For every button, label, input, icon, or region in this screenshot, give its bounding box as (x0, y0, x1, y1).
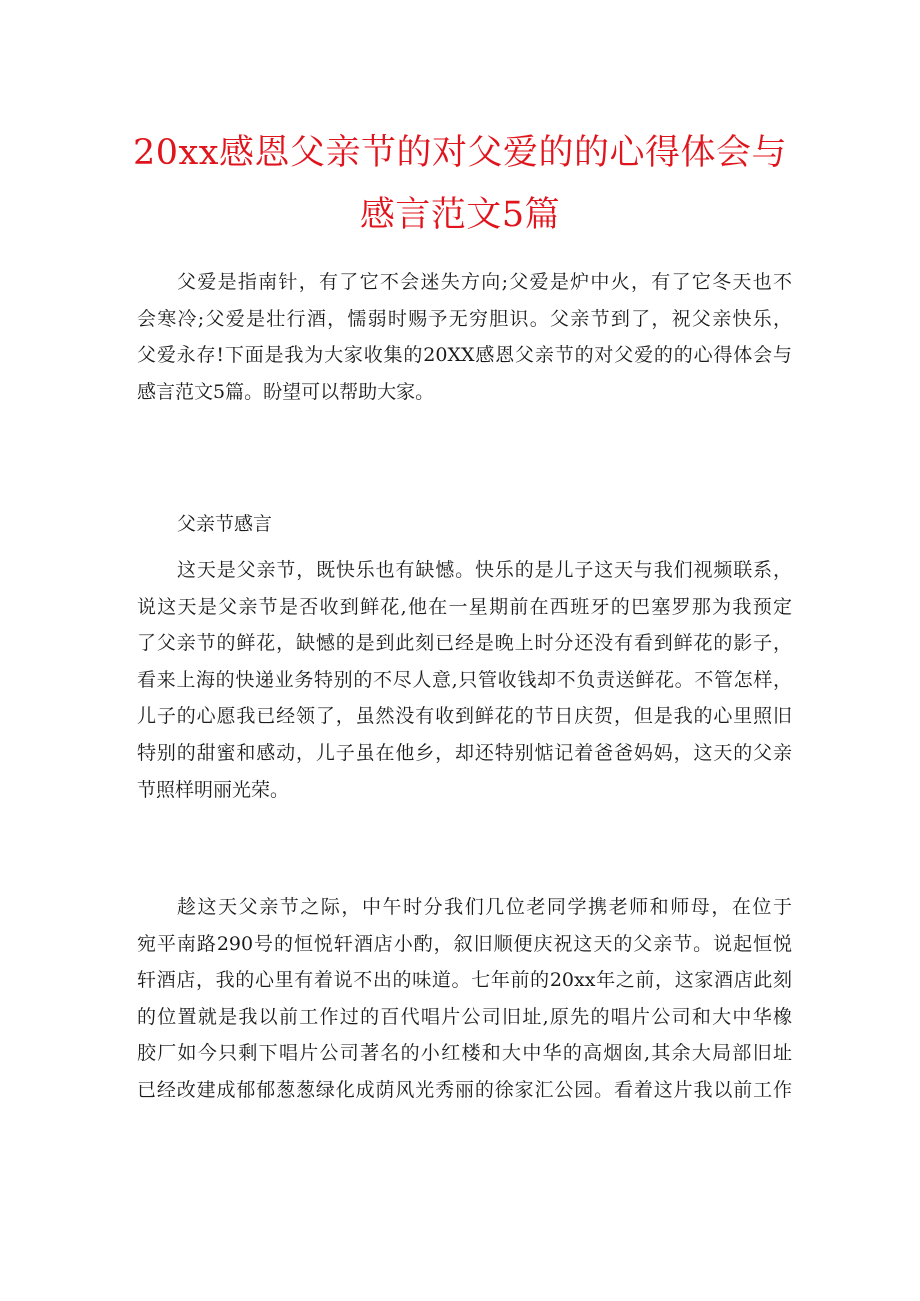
paragraph-line: 特别的甜蜜和感动，儿子虽在他乡，却还特别惦记着爸爸妈妈，这天的父亲 (137, 741, 792, 764)
section-heading: 父亲节感言 (177, 513, 273, 535)
paragraph-line: 儿子的心愿我已经领了，虽然没有收到鲜花的节日庆贺，但是我的心里照旧 (137, 705, 792, 728)
title-line-2: 感言范文5篇 (359, 195, 561, 235)
paragraph-line: 轩酒店，我的心里有着说不出的味道。七年前的20xx年之前，这家酒店此刻 (137, 969, 792, 992)
paragraph-line: 说这天是父亲节是否收到鲜花,他在一星期前在西班牙的巴塞罗那为我预定 (137, 595, 792, 618)
paragraph-line: 节照样明丽光荣。 (137, 778, 290, 801)
paragraph-line: 宛平南路290号的恒悦轩酒店小酌，叙旧顺便庆祝这天的父亲节。说起恒悦 (137, 932, 792, 955)
paragraph-line: 这天是父亲节，既快乐也有缺憾。快乐的是儿子这天与我们视频联系， (177, 559, 792, 581)
paragraph-line: 了父亲节的鲜花，缺憾的是到此刻已经是晚上时分还没有看到鲜花的影子， (137, 632, 792, 655)
intro-line: 父爱是指南针，有了它不会迷失方向;父爱是炉中火，有了它冬天也不 (177, 271, 792, 293)
paragraph-line: 的位置就是我以前工作过的百代唱片公司旧址,原先的唱片公司和大中华橡 (137, 1005, 792, 1028)
intro-line: 感言范文5篇。盼望可以帮助大家。 (137, 380, 435, 403)
intro-line: 会寒冷;父爱是壮行酒，懦弱时赐予无穷胆识。父亲节到了，祝父亲快乐， (137, 307, 792, 330)
paragraph-line: 已经改建成郁郁葱葱绿化成荫风光秀丽的徐家汇公园。看着这片我以前工作 (137, 1078, 792, 1101)
document-title (110, 122, 810, 246)
paragraph-2 (137, 889, 792, 1109)
title-line-1: 20xx感恩父亲节的对父爱的的心得体会与 (132, 133, 787, 173)
intro-paragraph (137, 264, 792, 410)
paragraph-line: 胶厂如今只剩下唱片公司著名的小红楼和大中华的高烟囱,其余大局部旧址 (137, 1042, 792, 1065)
paragraph-line: 看来上海的快递业务特别的不尽人意,只管收钱却不负责送鲜花。不管怎样， (137, 668, 792, 691)
paragraph-1 (137, 552, 792, 808)
intro-line: 父爱永存!下面是我为大家收集的20XX感恩父亲节的对父爱的的心得体会与 (137, 344, 792, 367)
paragraph-line: 趁这天父亲节之际，中午时分我们几位老同学携老师和师母，在位于 (177, 896, 792, 918)
